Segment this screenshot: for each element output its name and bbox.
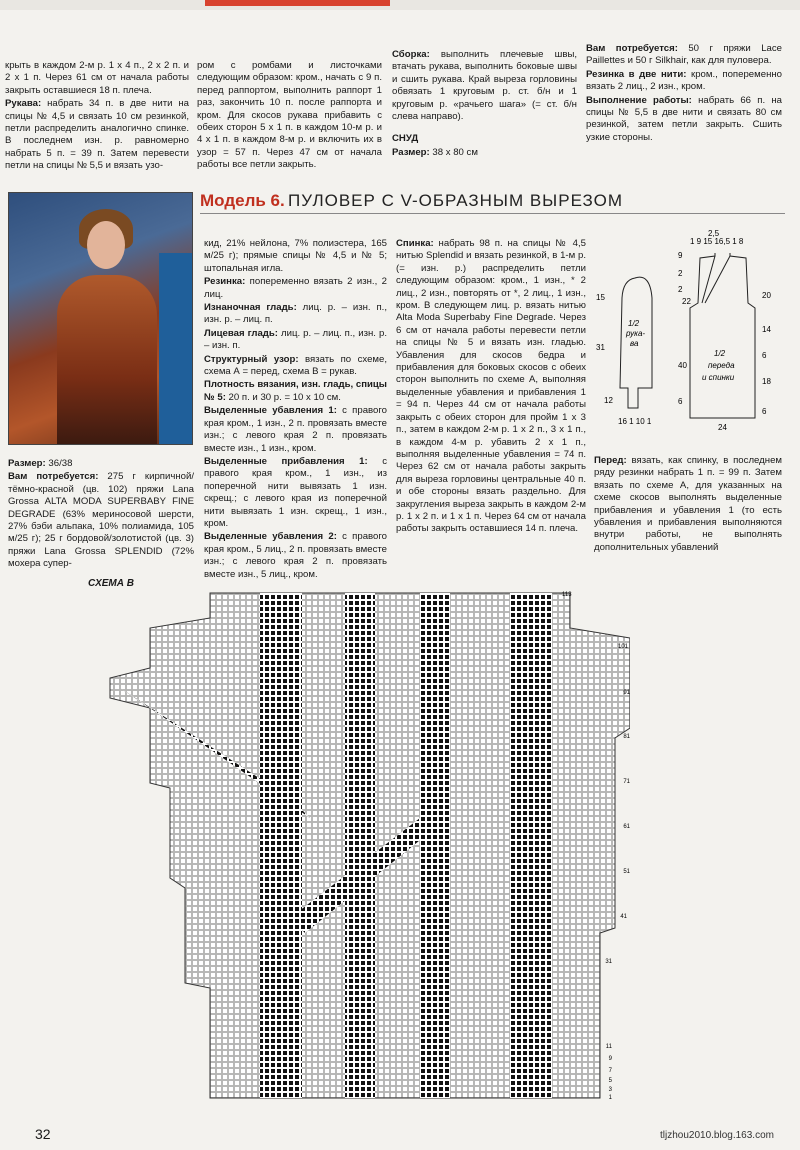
row-label-51: 51 [623,869,630,875]
row-label-41: 41 [620,914,627,920]
mid1-t0: кид, 21% нейлона, 7% полиэстера, 165 м/25 г); прямые спицы № 4,5 и № 5; штопальная игла. [204,238,387,274]
need-line [8,471,194,570]
dim-sleeve-bottom: 16 1 10 1 [618,417,652,426]
mid1-t1: попеременно вязать 2 изн., 2 лиц. [204,276,387,300]
size-value: 36/38 [45,458,73,469]
sleeves-text: набрать 34 п. в две нити на спицы № 4,5 и связать 10 см резинкой, петли распределить аналогично спинке. В последнем изн. р. равномерно набрать 5 п. = 39 п. Затем перевести петли на спицы № 5,5 и вязать узо- [5,98,189,172]
sleeve-label-3: ва [630,339,639,348]
mid1-t6: с правого края кром., 1 изн., 2 п. провязать вместе изн.; с левого края 2 п. провязать вместе изн., 1 изн., кром. [204,405,387,454]
snood-rib [586,69,782,94]
mid1-p4 [204,354,387,379]
dim-6-left: 6 [678,397,683,406]
row-label-31: 31 [605,959,612,965]
snood-need-label: Вам потребуется: [586,43,678,54]
col-right [594,455,782,555]
row-label-1: 1 [608,1095,612,1101]
chart-stripe-1 [260,593,302,1098]
snood-need [586,43,782,68]
front-text: вязать, как спинку, в последнем ряду резинки набрать 1 п. = 99 п. Затем вязать по схеме А, для указанных на схеме скосов выполнять выделенные прибавления и убавления 1 (то есть убавления и прибавления выполняются внутри работы, не выполнять дополнительных убавлений [594,455,782,553]
snood-work-label: Выполнение работы: [586,94,692,106]
col-mid1 [204,238,387,582]
model-name: ПУЛОВЕР С V-ОБРАЗНЫМ ВЫРЕЗОМ [288,191,623,210]
dim-2b: 2 [678,285,683,294]
snood-size-label: Размер: [392,146,430,158]
mid1-t4: вязать по схеме, схема А = перед, схема В = рукав. [204,353,388,378]
row-label-11: 11 [605,1044,612,1050]
mid1-p3 [204,328,387,353]
front-para [594,455,782,554]
back-text: набрать 98 п. на спицы № 4,5 нитью Splendid и вязать резинкой, в 1-м р. (= изн. р.) распределить петли следующим образом: кром., 1 изн., * 2 лиц., 2 изн., повторять от *, 2 лиц., 1 изн., кром. В следующем лиц. р. вязать нитью Alta Moda Superbaby Fine Degrade. Через 6 см от начала работы перевести петли на спицы № 5 и вязать изн. гладью. Убавления для скосов бедра и прибавления для боковых скосов с обеих сторон выполнить по схеме А, выполняя выделенные убавления и прибавления 1 = 94 п. Через 44 см от начала работы закрыть с обеих сторон для пройм 1 х 3 п., затем в каждом 2-м р. 1 х 2 п., 3 х 1 п., в каждом 4-м р. убавить 2 х 1 п., выполняя выделенные убавления = 74 п. Через 62 см от начала работы закрыть для выреза горловины центральные 40 п. и обе стороны вязать раздельно. Для закругления выреза закрыть в каждом 2-м р. 1 х 2 п. и 1 х 1 п. Через 64 см от начала работы закрыть оставшиеся 14 п. плеча. [396,238,586,535]
body-outline [690,253,755,418]
row-label-101: 101 [618,644,629,650]
dim-24: 24 [718,423,727,432]
dim-14: 14 [762,325,771,334]
mid1-l8: Выделенные убавления 2: [204,531,337,543]
sleeve-label-2: рука- [626,329,646,338]
dim-2a: 2 [678,269,683,278]
mid1-t3: лиц. р. – лиц. п., изн. р. – изн. п. [204,327,387,352]
pattern-schematic [590,228,780,438]
col4-top [586,43,782,145]
model-number: Модель 6. [200,191,285,210]
need-label: Вам потребуется: [8,471,99,483]
photo-face [87,221,125,269]
page-number: 32 [35,1126,51,1142]
snood-size-text: 38 х 80 см [429,146,478,158]
photo-sweater [57,275,157,445]
mid1-l3: Лицевая гладь: [204,327,278,339]
dim-22: 22 [682,297,691,306]
mid1-p1 [204,276,387,301]
snood-rib-text: кром., попеременно вязать 2 лиц., 2 изн., кром. [586,68,782,93]
assembly-para [392,49,577,123]
mid1-p8 [204,531,387,581]
dim-40: 40 [678,361,687,370]
row-label-91: 91 [623,690,630,696]
col1-para2 [5,98,189,172]
model-photo [8,192,193,445]
body-label-1: 1/2 [714,349,726,358]
back-label: Спинка: [396,238,434,249]
dim-6b: 6 [762,407,767,416]
knitting-chart-b [90,588,630,1108]
size-block [8,458,194,572]
dim-top-25: 2,5 [708,229,720,238]
col-mid2 [396,238,586,537]
mid1-t8: с правого края кром., 5 лиц., 2 п. провязать вместе изн.; с левого края 2 п. провязать вместе изн., 5 лиц., кром. [204,531,387,580]
dim-18: 18 [762,377,771,386]
watermark-url: tljzhou2010.blog.163.com [660,1130,774,1141]
assembly-text: выполнить плечевые швы, втачать рукава, выполнить боковые швы и сшить рукава. Край выреза горловины обвязать 1 круговым р. ст. б/н и 1 круговым р. «рачьего шага» (= ст. б/н слева направо). [392,49,577,123]
mid1-p0 [204,238,387,275]
mid1-t5: 20 п. и 30 р. = 10 х 10 см. [225,391,341,403]
model-title-bar [200,188,785,214]
mid1-t7: с правого края кром., 1 изн., из поперечной нити вывязать 1 изн. скрещ.; с левого края из поперечной нити вывязать 1 изн. скрещ., 1 изн., кром. [204,455,387,529]
row-label-61: 61 [623,824,630,830]
col2-top [197,60,382,173]
photo-chair [159,253,193,445]
row-label-81: 81 [623,734,630,740]
red-accent-bar [205,0,390,6]
snood-work-text: набрать 66 п. на спицы № 5,5 в две нити и связать 80 см резинкой, затем петли закрыть. Сшить узкие стороны. [586,94,782,143]
snood-heading [392,133,577,145]
mid1-p6 [204,405,387,455]
dim-left-31: 31 [596,343,605,352]
col2-para: ром с ромбами и листочками следующим образом: кром., начать с 9 п. перед раппортом, выполнить раппорт 1 раз, закончить 10 п. после раппорта и кром. Для скосов рукава прибавить с обеих сторон 5 х 1 п. в каждом 10-м р. и 4 х 1 п. в каждом 8-м р. и включить их в узор = 57 п. Через 47 см от начала работы все петли закрыть. [197,60,382,171]
dim-left-12: 12 [604,396,613,405]
row-label-113: 113 [562,592,572,598]
chart-stripe-2 [345,593,375,1098]
size-label: Размер: [8,458,46,469]
back-para [396,238,586,536]
assembly-label: Сборка: [392,49,430,60]
row-label-71: 71 [623,779,630,785]
body-label-3: и спинки [702,373,735,382]
sleeve-label-1: 1/2 [628,319,640,328]
chart-stripe-3 [420,593,450,1098]
snood-size [392,147,577,159]
mid1-p2 [204,302,387,327]
dim-9: 9 [678,251,683,260]
schema-b-label: СХЕМА В [88,578,134,589]
row-label-9: 9 [608,1056,612,1062]
need-text: 275 г кирпичной/тёмно-красной (цв. 102) пряжи Lana Grossa ALTA MODA SUPERBABY FINE DEGRADE (63% мериносовой шерсти, 27% бэби альпака, 10% полиамида, 105 м/25 г); 25 г бордовой/золотистой (цв. 3) пряжи Lana Grossa SPLENDID (72% мохера супер- [8,471,194,570]
mid1-l1: Резинка: [204,276,246,288]
mid1-p5 [204,379,387,404]
top-color-band [0,0,800,10]
size-line [8,458,194,470]
row-label-3: 3 [608,1087,612,1093]
snood-need-text: 50 г пряжи Lace Paillettes и 50 г Silkhair, как для пуловера. [586,43,782,67]
mid1-l6: Выделенные убавления 1: [204,405,337,417]
mid1-t2: лиц. р. – изн. п., изн. р. – лиц. п. [204,302,387,326]
chart-stripe-4 [510,593,552,1098]
snood-label: СНУД [392,133,419,145]
row-label-5: 5 [608,1078,612,1084]
mid1-l2: Изнаночная гладь: [204,302,297,314]
mid1-p7 [204,456,387,530]
col3-top [392,49,577,160]
mid1-l7: Выделенные прибавления 1: [204,455,368,467]
col1-top [5,60,189,174]
body-label-2: переда [708,361,735,370]
snood-work [586,95,782,145]
row-label-7: 7 [608,1068,612,1074]
dim-top-row: 1 9 15 16,5 1 8 [690,237,744,246]
mid1-l4: Структурный узор: [204,353,299,365]
snood-rib-label: Резинка в две нити: [586,68,687,80]
front-label: Перед: [594,455,627,466]
col1-para1: крыть в каждом 2-м р. 1 х 4 п., 2 х 2 п. и 2 х 1 п. Через 61 см от начала работы закрыть оставшиеся 18 п. плеча. [5,60,189,96]
mid1-l5: Плотность вязания, изн. гладь, спицы № 5: [204,379,387,403]
sleeves-label: Рукава: [5,98,42,110]
dim-left-15: 15 [596,293,605,302]
dim-6a: 6 [762,351,767,360]
dim-20: 20 [762,291,771,300]
